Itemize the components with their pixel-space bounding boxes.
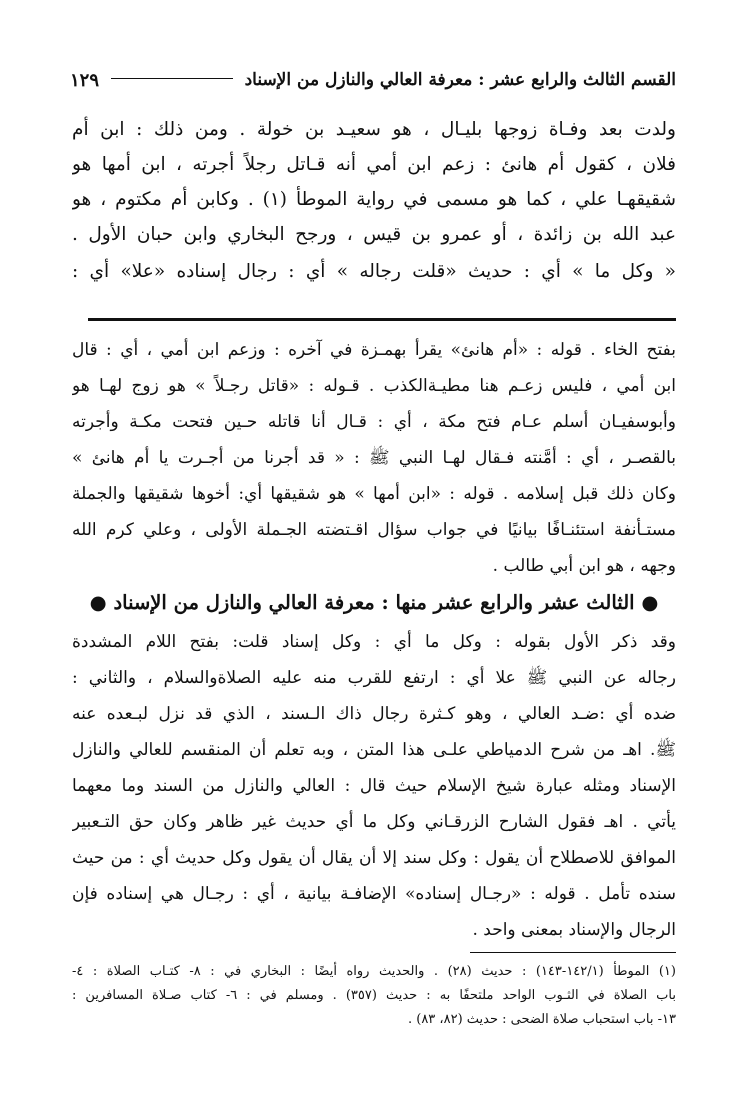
running-title: القسم الثالث والرابع عشر : معرفة العالي والنازل من الإسناد	[244, 70, 676, 90]
section-line: الرجال والإسناد بمعنى واحد .	[472, 920, 676, 940]
commentary-line: بالقصـر ، أي : أمَّنته فـقال لهـا النبي ﷺ : « قد أجرنا من أجـرت يا أم هانئ »	[72, 448, 676, 468]
section-line: ضده أي :ضـد العالي ، وهو كـثرة رجال ذاك الـسند ، الذي قد نزل لبـعده عنه	[72, 704, 676, 724]
commentary-line: وأبوسفيـان أسلم عـام فتح مكة ، أي : قـال أنا قاتله حـين فتحت مكـة وأجرته	[72, 412, 676, 432]
commentary-line: وكان ذلك قبل إسلامه . قوله : «ابن أمها » هو شقيقها أي: أخوها شقيقها والجملة	[72, 484, 676, 504]
section-line: رجاله عن النبي ﷺ علا أي : ارتفع للقرب منه عليه الصلاةوالسلام ، والثاني :	[72, 668, 676, 688]
main-line: عبد الله بن زائدة ، أو عمرو بن قيس ، ورجح البخاري وابن حبان الأول .	[72, 224, 676, 245]
page-number: ١٢٩	[70, 69, 100, 91]
section-line: وقد ذكر الأول بقوله : وكل ما أي : وكل إسناد قلت: بفتح اللام المشددة	[72, 632, 676, 652]
commentary-line: وجهه ، هو ابن أبي طالب .	[492, 556, 676, 576]
section-line: يأتي . اهـ فقول الشارح الزرقـاني وكل ما أي حديث غير ظاهر وكان حق التـعبير	[72, 812, 676, 832]
footnote-line: ١٣- باب استحباب صلاة الضحى : حديث (٨٢، ٨٣) .	[407, 1012, 676, 1027]
commentary-line: ابن أمي ، فليس زعـم هنا مطيـةالكذب . قـوله : «قاتل رجـلاً » هو زوج لهـا هو	[72, 376, 676, 396]
header-rule	[111, 78, 233, 79]
section-heading: ● الثالث عشر والرابع عشر منها : معرفة العالي والنازل من الإسناد ●	[89, 591, 659, 614]
main-line: شقيقهـا علي ، كما هو مسمى في رواية الموطأ (١) . وكابن أم مكتوم ، هو	[72, 189, 676, 210]
section-line: سنده تأمل . قوله : «رجـال إسناده» الإضافـة بيانية ، أي : رجـال هي إسناده فإن	[72, 884, 676, 904]
footnote-line: باب الصلاة في الثـوب الواحد ملتحفًا به : حديث (٣٥٧) . ومسلم في : ٦- كتاب صـلاة المسافرين :	[72, 988, 676, 1003]
main-text	[72, 112, 676, 289]
footnotes	[72, 960, 676, 1032]
page-header	[70, 60, 676, 100]
main-line: فلان ، كقول أم هانئ : زعم ابن أمي أنه قـاتل رجلاً أجرته ، ابن أمها هو	[72, 154, 676, 175]
commentary-text	[72, 332, 676, 584]
main-line: « وكل ما » أي : حديث «قلت رجاله » أي : رجال إسناده «علا» أي :	[72, 261, 676, 282]
main-line: ولدت بعد وفـاة زوجها بليـال ، هو سعيـد بن خولة . ومن ذلك : ابن أم	[72, 119, 676, 140]
section-line: ﷺ. اهـ من شرح الدمياطي علـى هذا المتن ، وبه تعلم أن المنقسم للعالي والنازل	[72, 740, 676, 760]
footnote-line: (١) الموطأ (١٤٢/١-١٤٣) : حديث (٢٨) . والحديث رواه أيضًا : البخاري في : ٨- كتـاب الصلاة : ٤-	[72, 964, 676, 979]
commentary-line: مستـأنفة استئنـافًا بيانيًا في جواب سؤال اقـتضته الجـملة الأولى ، وعلي كرم الله	[72, 520, 676, 540]
section-text	[72, 624, 676, 948]
section-heading-wrap	[72, 584, 676, 622]
separator-rule	[88, 318, 676, 321]
commentary-line: بفتح الخاء . قوله : «أم هانئ» يقرأ بهمـزة في آخره : وزعم ابن أمي ، أي : قال	[72, 340, 676, 360]
footnote-rule	[470, 952, 676, 953]
section-line: الموافق للاصطلاح أن يقول : وكل سند إلا أن يقال أن يقول وكل حديث أي : من حيث	[72, 848, 676, 868]
section-line: الإسناد ومثله عبارة شيخ الإسلام حيث قال : العالي والنازل من السند وما معهما	[72, 776, 676, 796]
